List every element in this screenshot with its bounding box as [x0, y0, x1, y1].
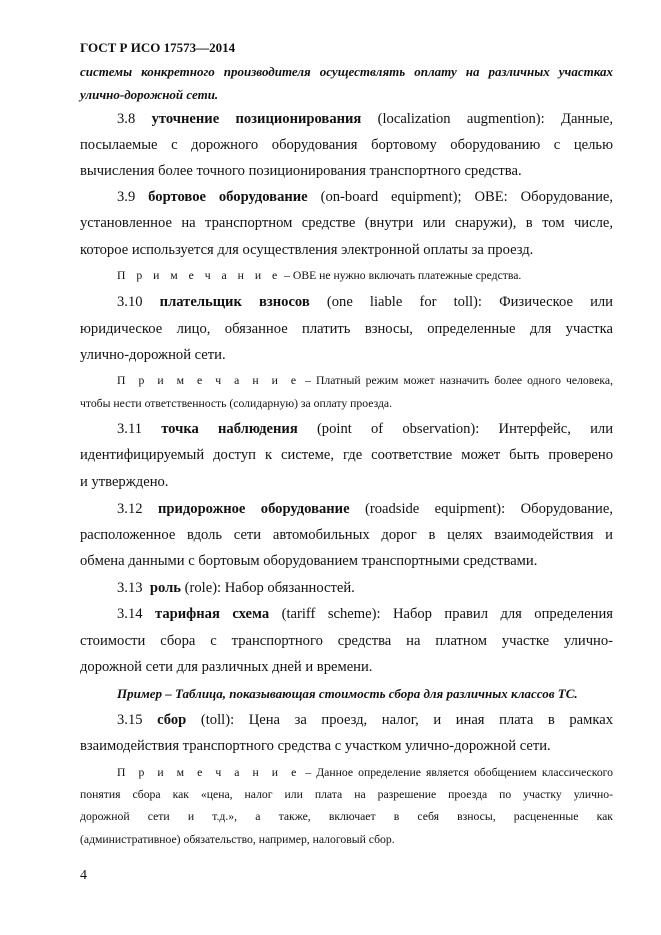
term-3-10-line: юридическое лицо, обязанное платить взносы, определенные для участка	[80, 321, 613, 337]
note-line	[117, 766, 613, 779]
term-3-14-line: стоимости сбора с транспортного средства на платном участке улично-	[80, 633, 613, 649]
term-rest: (point of observation): Интерфейс, или	[316, 421, 614, 437]
term-3-10-line: улично-дорожной сети.	[80, 347, 226, 363]
term-3-8-line: посылаемые с дорожного оборудования бортовому оборудованию с целью	[80, 137, 613, 153]
term-number: 3.11	[117, 421, 142, 437]
term-3-8-line	[117, 111, 613, 128]
note-line: (административное) обязательство, например, налоговый сбор.	[80, 833, 395, 846]
note-label: П р и м е ч а н и е	[117, 766, 301, 779]
term-rest: (on-board equipment); OBE: Оборудование,	[320, 189, 614, 205]
page-number: 4	[80, 868, 87, 883]
term-title: бортовое оборудование	[148, 189, 308, 205]
note-line: дорожной сети и т.д.», а также, включает в себя взносы, расцененные как	[80, 810, 613, 823]
document-header: ГОСТ Р ИСО 17573—2014	[80, 40, 236, 55]
note-text: – Платный режим может назначить более одного человека,	[300, 374, 613, 387]
term-rest: (roadside equipment): Оборудование,	[364, 501, 613, 517]
term-3-14-line: дорожной сети для различных дней и времени.	[80, 659, 373, 675]
term-3-9-line	[117, 189, 613, 206]
term-number: 3.13	[117, 580, 143, 596]
term-3-10-line	[117, 294, 613, 311]
term-rest: (toll): Цена за проезд, налог, и иная плата в рамках	[200, 712, 613, 728]
note-text: – Данное определение является обобщением классического	[300, 766, 614, 779]
term-3-9-line: которое используется для осуществления электронной оплаты за проезд.	[80, 242, 534, 258]
term-title: точка наблюдения	[161, 421, 298, 437]
term-title: уточнение позиционирования	[151, 111, 362, 127]
term-number: 3.12	[117, 501, 143, 517]
example-line: Пример – Таблица, показывающая стоимость сбора для различных классов ТС.	[117, 686, 578, 701]
term-number: 3.8	[117, 111, 136, 127]
term-3-12-line: обмена данными с бортовым оборудованием транспортными средствами.	[80, 553, 538, 569]
term-number: 3.10	[117, 294, 143, 310]
note-line	[117, 269, 521, 282]
term-3-12-line	[117, 501, 613, 518]
note-text: – OBE не нужно включать платежные средства.	[281, 269, 522, 282]
term-3-9-line: установленное на транспортном средстве (внутри или снаружи), в том числе,	[80, 215, 613, 231]
term-title: роль	[149, 580, 181, 596]
term-3-11-line	[117, 421, 613, 438]
term-rest: (tariff scheme): Набор правил для определения	[281, 606, 613, 622]
term-3-13-line	[117, 580, 355, 597]
term-3-15-line	[117, 712, 613, 729]
term-3-8-line: вычисления более точного позиционирования транспортного средства.	[80, 163, 522, 179]
term-3-11-line: и утверждено.	[80, 474, 169, 490]
intro-line: улично-дорожной сети.	[80, 87, 219, 102]
term-3-15-line: взаимодействия транспортного средства с участком улично-дорожной сети.	[80, 738, 551, 754]
term-rest: (localization augmention): Данные,	[377, 111, 613, 127]
term-3-11-line: идентифицируемый доступ к системе, где соответствие может быть проверено	[80, 447, 613, 463]
term-title: придорожное оборудование	[157, 501, 350, 517]
note-line: чтобы нести ответственность (солидарную) за оплату проезда.	[80, 397, 393, 410]
term-3-14-line	[117, 606, 613, 623]
note-label: П р и м е ч а н и е	[117, 374, 301, 387]
term-title: тарифная схема	[155, 606, 270, 622]
intro-line: системы конкретного производителя осуществлять оплату на различных участках	[80, 64, 613, 79]
term-number: 3.9	[117, 189, 136, 205]
note-line	[117, 374, 613, 387]
note-line: понятия сбора как «цена, налог или плата на разрешение проезда по участку улично-	[80, 788, 613, 801]
term-title: плательщик взносов	[159, 294, 310, 310]
term-number: 3.15	[117, 712, 143, 728]
term-3-12-line: расположенное вдоль сети автомобильных дорог в целях взаимодействия и	[80, 527, 613, 543]
note-label: П р и м е ч а н и е	[117, 269, 282, 282]
term-rest: (role): Набор обязанностей.	[184, 580, 355, 596]
term-title: сбор	[157, 712, 187, 728]
term-rest: (one liable for toll): Физическое или	[326, 294, 613, 310]
term-number: 3.14	[117, 606, 143, 622]
